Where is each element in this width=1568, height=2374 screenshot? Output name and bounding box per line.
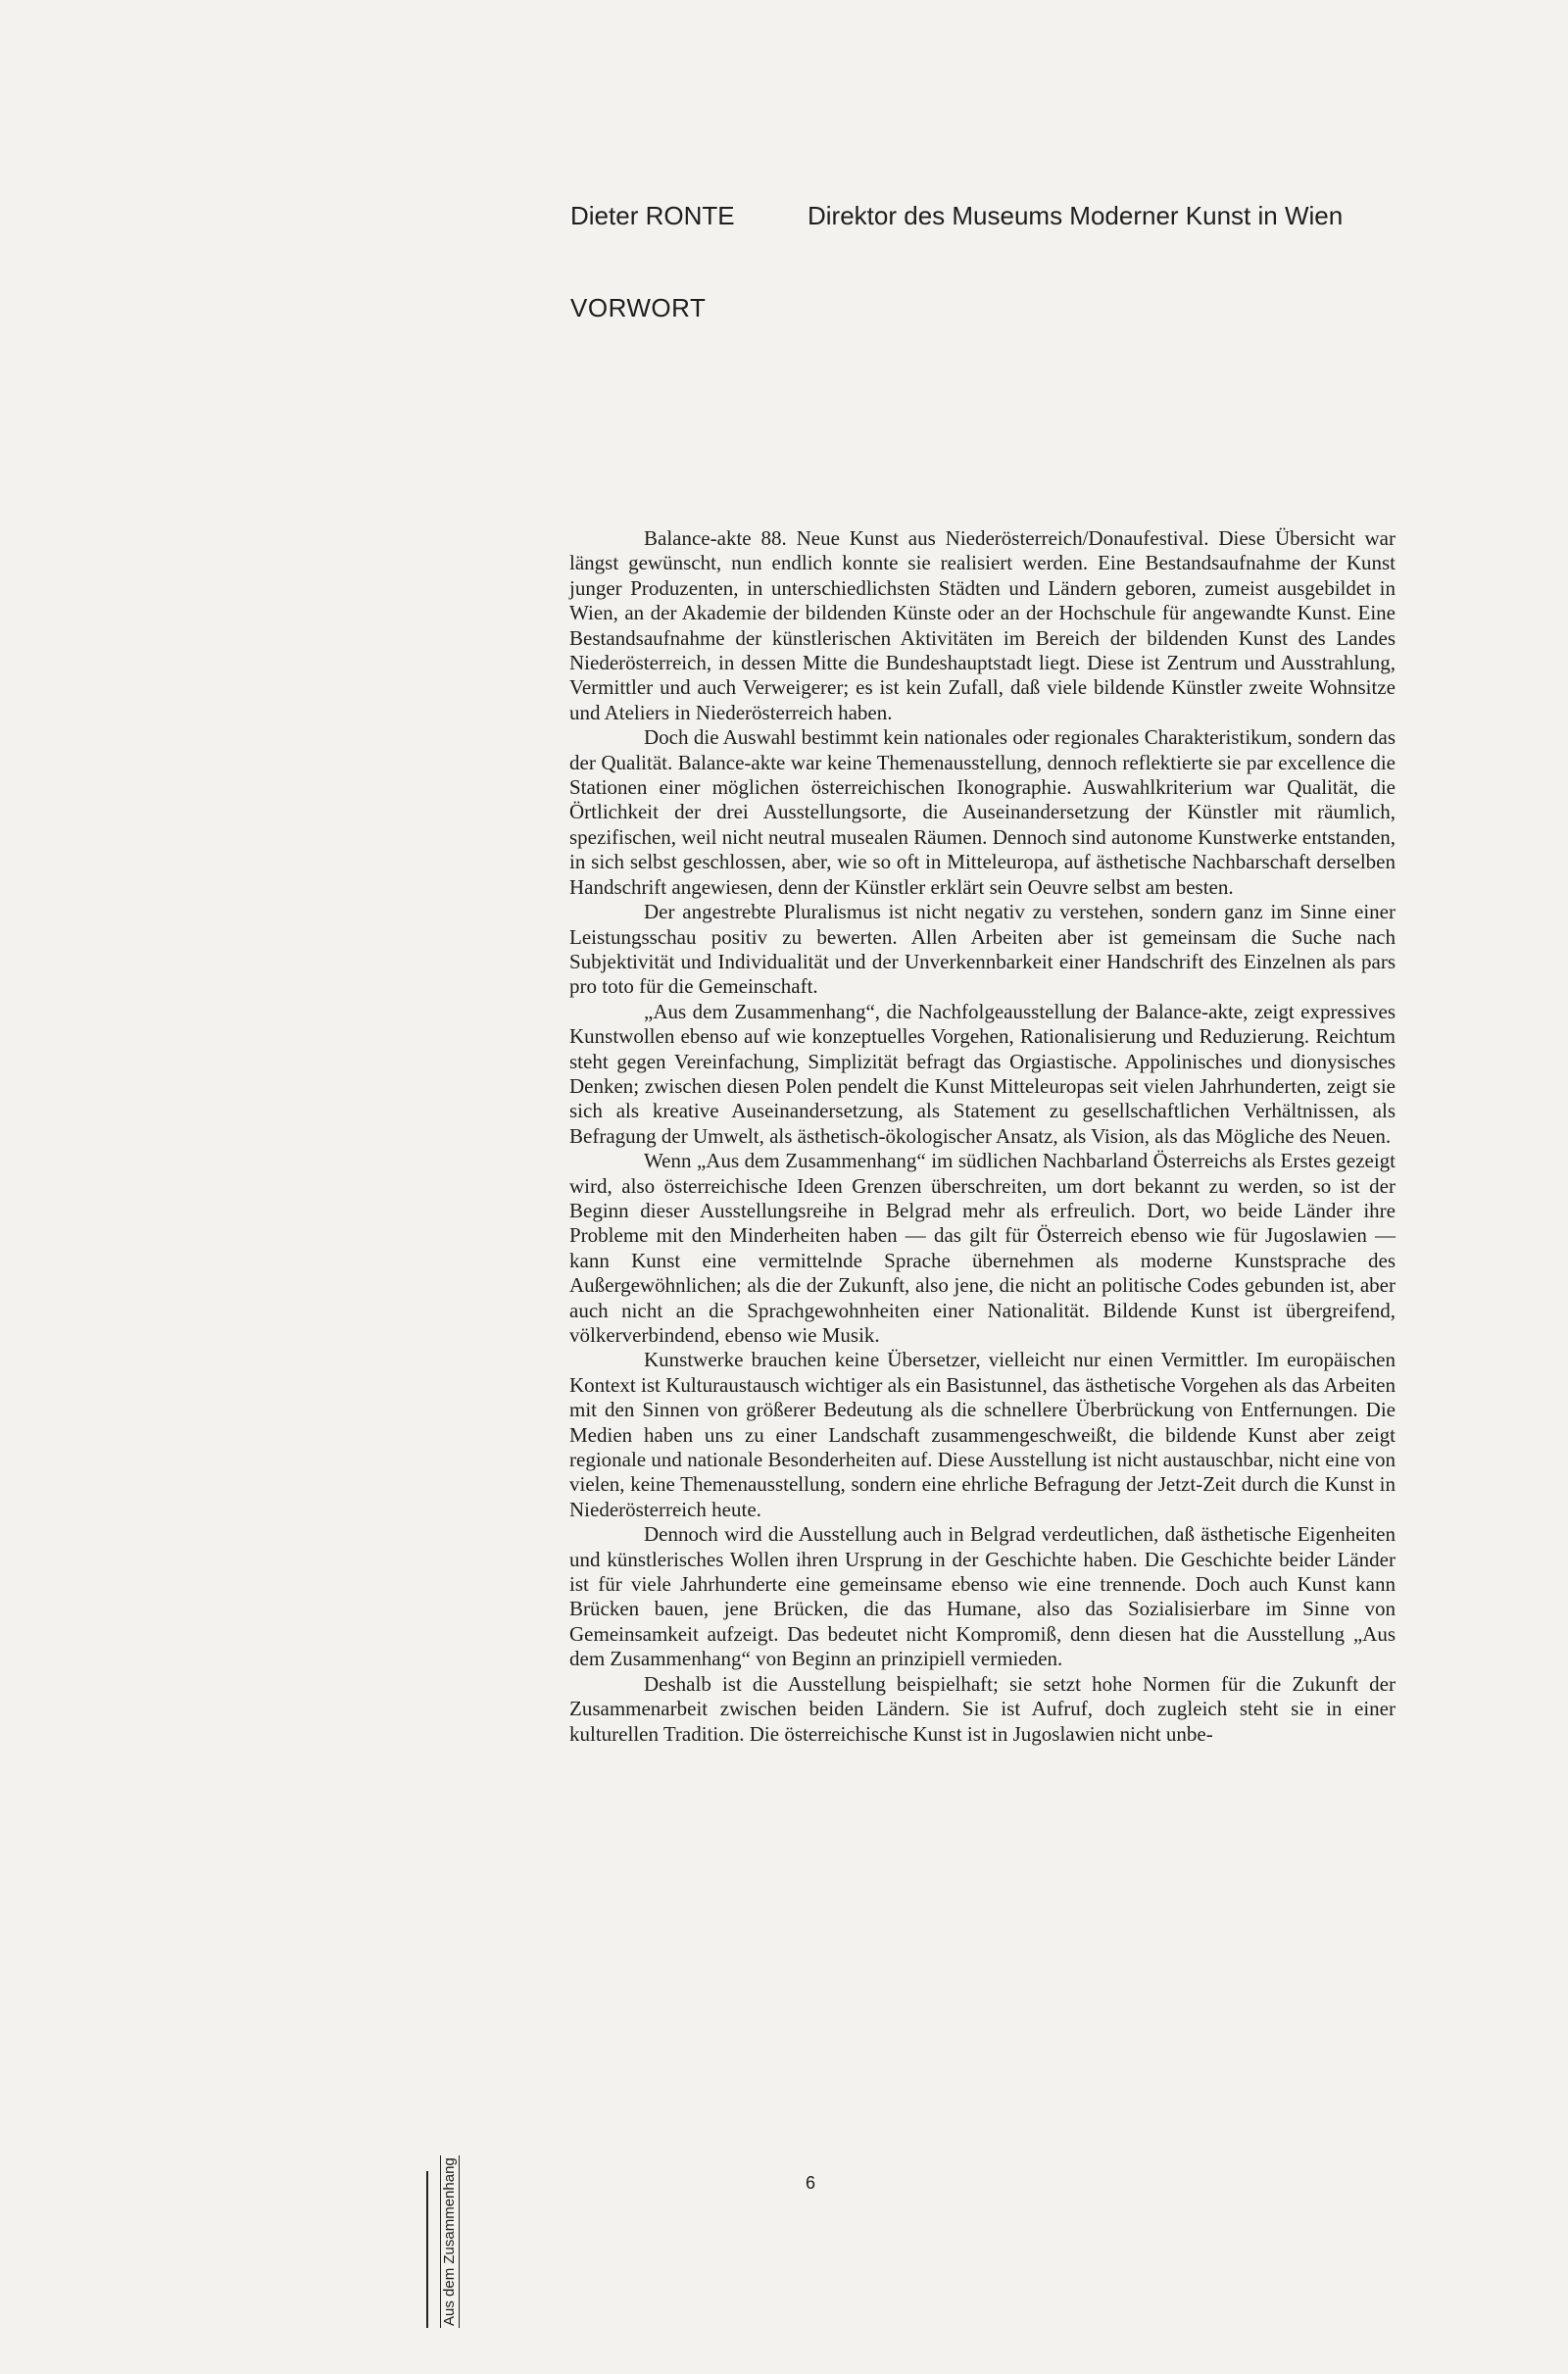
paragraph: Dennoch wird die Ausstellung auch in Belgrad verdeutlichen, daß ästhetische Eigenheiten und künstlerisches Wollen ihren Ursprung in der Geschichte haben. Die Geschichte beider Länder ist für viele Jahrhunderte eine gemeinsame ebenso wie eine trennende. Doch auch Kunst kann Brücken bauen, jene Brücken, die das Humane, also das Sozialisierbare im Sinne von Gemeinsamkeit aufzeigt. Das bedeutet nicht Kompromiß, denn diesen hat die Ausstellung „Aus dem Zusammenhang“ von Beginn an prinzipiell vermieden. bbox=[569, 1522, 1396, 1671]
paragraph: Kunstwerke brauchen keine Übersetzer, vielleicht nur einen Vermittler. Im europäischen Kontext ist Kulturaustausch wichtiger als ein Basistunnel, das ästhetische Vorgehen als das Arbeiten mit den Sinnen von größerer Bedeutung als die schnellere Überbrückung von Entfernungen. Die Medien haben uns zu einer Landschaft zusammengeschweißt, die bildende Kunst aber zeigt regionale und nationale Besonderheiten auf. Diese Ausstellung ist nicht austauschbar, nicht eine von vielen, keine Themenausstellung, sondern eine ehrliche Befragung der Jetzt-Zeit durch die Kunst in Niederösterreich heute. bbox=[569, 1348, 1396, 1521]
section-title: VORWORT bbox=[570, 293, 707, 322]
paragraph: Deshalb ist die Ausstellung beispielhaft; sie setzt hohe Normen für die Zukunft der Zusammenarbeit zwischen beiden Ländern. Sie ist Aufruf, doch zugleich steht sie in einer kulturellen Tradition. Die österreichische Kunst ist in Jugoslawien nicht unbe- bbox=[569, 1671, 1396, 1746]
page-number: 6 bbox=[805, 2173, 815, 2193]
paragraph: Doch die Auswahl bestimmt kein nationales oder regionales Charakteristikum, sondern das der Qualität. Balance-akte war keine Themenausstellung, dennoch reflektierte sie par excellence die Stationen einer möglichen österreichischen Ikonographie. Auswahlkriterium war Qualität, die Örtlichkeit der drei Ausstellungsorte, die Auseinandersetzung der Künstler mit räumlich, spezifischen, weil nicht neutral musealen Räumen. Dennoch sind autonome Kunstwerke entstanden, in sich selbst geschlossen, aber, wie so oft in Mitteleuropa, auf ästhetische Nachbarschaft derselben Handschrift angewiesen, denn der Künstler erklärt sein Oeuvre selbst am besten. bbox=[569, 725, 1396, 899]
paragraph: Balance-akte 88. Neue Kunst aus Niederösterreich/Donaufestival. Diese Übersicht war längst gewünscht, nun endlich konnte sie realisiert werden. Eine Bestandsaufnahme der Kunst junger Produzenten, in unterschiedlichsten Städten und Ländern geboren, zumeist ausgebildet in Wien, an der Akademie der bildenden Künste oder an der Hochschule für angewandte Kunst. Eine Bestandsaufnahme der künstlerischen Aktivitäten im Bereich der bildenden Kunst des Landes Niederösterreich, in dessen Mitte die Bundeshauptstadt liegt. Diese ist Zentrum und Ausstrahlung, Vermittler und auch Verweigerer; es ist kein Zufall, daß viele bildende Künstler zweite Wohnsitze und Ateliers in Niederösterreich haben. bbox=[569, 526, 1396, 724]
author-line bbox=[570, 199, 1413, 232]
running-title: Aus dem Zusammenhang bbox=[441, 2157, 458, 2326]
paragraph: Der angestrebte Pluralismus ist nicht negativ zu verstehen, sondern ganz im Sinne einer Leistungsschau positiv zu bewerten. Allen Arbeiten aber ist gemeinsam die Suche nach Subjektivität und Individualität und der Unverkennbarkeit einer Handschrift des Einzelnen als pars pro toto für die Gemeinschaft. bbox=[569, 900, 1396, 999]
author-name: Dieter RONTE bbox=[570, 201, 735, 230]
spine-marker bbox=[426, 2157, 458, 2328]
body-text bbox=[569, 526, 1396, 1747]
paragraph: „Aus dem Zusammenhang“, die Nachfolgeausstellung der Balance-akte, zeigt expressives Kunstwollen ebenso auf wie konzeptuelles Vorgehen, Rationalisierung und Reduzierung. Reichtum steht gegen Vereinfachung, Simplizität befragt das Orgiastische. Appolinisches und dionysisches Denken; zwischen diesen Polen pendelt die Kunst Mitteleuropas seit vielen Jahrhunderten, zeigt sie sich als kreative Auseinandersetzung, als Statement zu gesellschaftlichen Verhältnissen, als Befragung der Umwelt, als ästhetisch-ökologischer Ansatz, als Vision, als das Mögliche des Neuen. bbox=[569, 999, 1396, 1148]
author-affiliation: Direktor des Museums Moderner Kunst in Wien bbox=[808, 201, 1344, 230]
paragraph: Wenn „Aus dem Zusammenhang“ im südlichen Nachbarland Österreichs als Erstes gezeigt wird, also österreichische Ideen Grenzen überschreiten, um dort bekannt zu werden, so ist der Beginn dieser Ausstellungsreihe in Belgrad mehr als erfreulich. Dort, wo beide Länder ihre Probleme mit den Minderheiten haben — das gilt für Österreich ebenso wie für Jugoslawien — kann Kunst eine vermittelnde Sprache übernehmen als moderne Kunstsprache des Außergewöhnlichen; als die der Zukunft, also jene, die nicht an politische Codes gebunden ist, aber auch nicht an die Sprachgewohnheiten einer Nationalität. Bildende Kunst ist übergreifend, völkerverbindend, ebenso wie Musik. bbox=[569, 1149, 1396, 1347]
